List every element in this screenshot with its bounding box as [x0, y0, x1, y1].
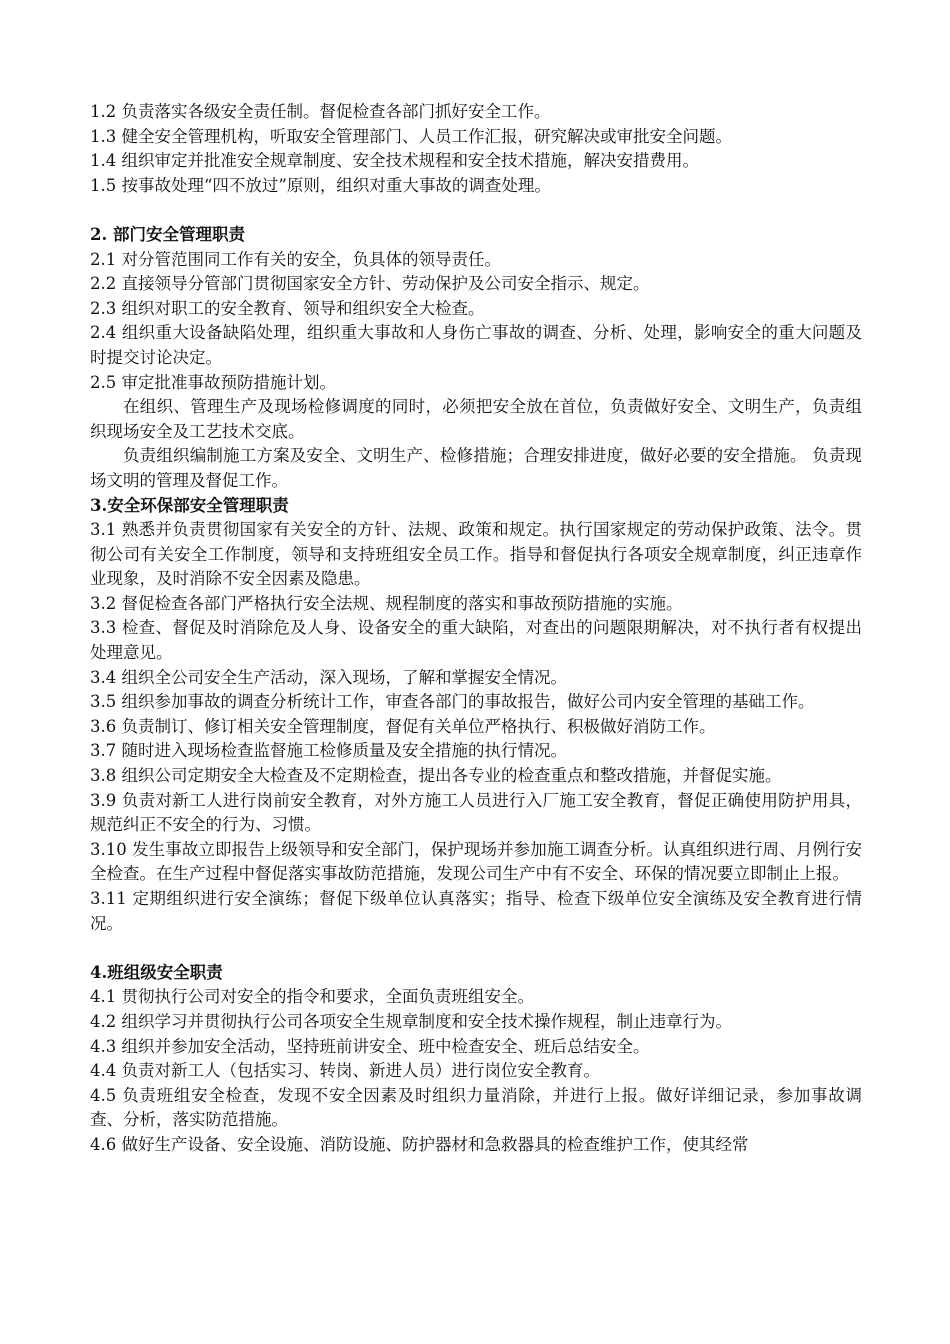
list-item: 3.6 负责制订、修订相关安全管理制度，督促有关单位严格执行、积极做好消防工作。	[90, 716, 716, 736]
list-item: 4.2 组织学习并贯彻执行公司各项安全生规章制度和安全技术操作规程，制止违章行为。	[90, 1011, 732, 1031]
section-3-heading: 3.安全环保部安全管理职责	[90, 495, 289, 515]
list-item: 4.1 贯彻执行公司对安全的指令和要求，全面负责班组安全。	[90, 987, 534, 1007]
list-item: 3.10 发生事故立即报告上级领导和安全部门，保护现场并参加施工调查分析。认真组织进行周、月例行安全检查。在生产过程中督促落实事故防范措施，发现公司生产中有不安全、环保的情况要立即制止上报。	[90, 839, 862, 884]
list-item: 3.5 组织参加事故的调查分析统计工作，审查各部门的事故报告，做好公司内安全管理的基础工作。	[90, 692, 815, 712]
list-item: 4.3 组织并参加安全活动，坚持班前讲安全、班中检查安全、班后总结安全。	[90, 1036, 650, 1056]
list-item: 3.11 定期组织进行安全演练；督促下级单位认真落实；指导、检查下级单位安全演练及安全教育进行情况。	[90, 889, 862, 933]
section-2-list	[90, 248, 862, 494]
section-3-list	[90, 518, 862, 936]
list-item: 4.4 负责对新工人（包括实习、转岗、新进人员）进行岗位安全教育。	[90, 1061, 600, 1081]
spacer	[90, 198, 862, 223]
list-item: 3.2 督促检查各部门严格执行安全法规、规程制度的落实和事故预防措施的实施。	[90, 593, 683, 613]
list-item: 3.3 检查、督促及时消除危及人身、设备安全的重大缺陷，对查出的问题限期解决，对不执行者有权提出处理意见。	[90, 618, 862, 663]
list-item: 3.7 随时进入现场检查监督施工检修质量及安全措施的执行情况。	[90, 741, 567, 761]
list-item: 4.5 负责班组安全检查，发现不安全因素及时组织力量消除，并进行上报。做好详细记录，参加事故调查、分析，落实防范措施。	[90, 1085, 862, 1130]
list-item: 4.6 做好生产设备、安全设施、消防设施、防护器材和急救器具的检查维护工作，使其经常	[90, 1134, 749, 1154]
list-item: 3.8 组织公司定期安全大检查及不定期检查，提出各专业的检查重点和整改措施，并督促实施。	[90, 766, 782, 786]
section-4-list	[90, 985, 862, 1157]
section-4-heading: 4.班组级安全职责	[90, 962, 223, 982]
section-1-list	[90, 100, 862, 198]
body-paragraph: 在组织、管理生产及现场检修调度的同时，必须把安全放在首位，负责做好安全、文明生产，负责组织现场安全及工艺技术交底。	[90, 397, 862, 441]
list-item: 1.5 按事故处理“四不放过”原则，组织对重大事故的调查处理。	[90, 175, 551, 195]
list-item: 2.1 对分管范围同工作有关的安全，负具体的领导责任。	[90, 249, 501, 269]
list-item: 1.2 负责落实各级安全责任制。督促检查各部门抓好安全工作。	[90, 102, 551, 121]
list-item: 2.5 审定批准事故预防措施计划。	[90, 372, 336, 392]
list-item: 2.3 组织对职工的安全教育、领导和组织安全大检查。	[90, 298, 485, 318]
body-paragraph: 负责组织编制施工方案及安全、文明生产、检修措施；合理安排进度，做好必要的安全措施。 负责现场文明的管理及督促工作。	[90, 446, 862, 490]
document-page	[90, 100, 862, 1158]
spacer	[90, 936, 862, 961]
list-item: 2.2 直接领导分管部门贯彻国家安全方针、劳动保护及公司安全指示、规定。	[90, 274, 650, 294]
list-item: 1.3 健全安全管理机构，听取安全管理部门、人员工作汇报，研究解决或审批安全问题。	[90, 126, 732, 146]
list-item: 2.4 组织重大设备缺陷处理，组织重大事故和人身伤亡事故的调查、分析、处理，影响安全的重大问题及时提交讨论决定。	[90, 323, 862, 367]
section-2-heading: 2. 部门安全管理职责	[90, 224, 245, 244]
list-item: 3.9 负责对新工人进行岗前安全教育，对外方施工人员进行入厂施工安全教育，督促正确使用防护用具，规范纠正不安全的行为、习惯。	[90, 790, 862, 835]
list-item: 3.4 组织全公司安全生产活动，深入现场，了解和掌握安全情况。	[90, 667, 567, 687]
list-item: 1.4 组织审定并批准安全规章制度、安全技术规程和安全技术措施，解决安措费用。	[90, 151, 699, 171]
list-item: 3.1 熟悉并负责贯彻国家有关安全的方针、法规、政策和规定。执行国家规定的劳动保护政策、法令。贯彻公司有关安全工作制度，领导和支持班组安全员工作。指导和督促执行各项安全规章制度，纠正违章作业现象，及时消除不安全因素及隐患。	[90, 520, 862, 589]
